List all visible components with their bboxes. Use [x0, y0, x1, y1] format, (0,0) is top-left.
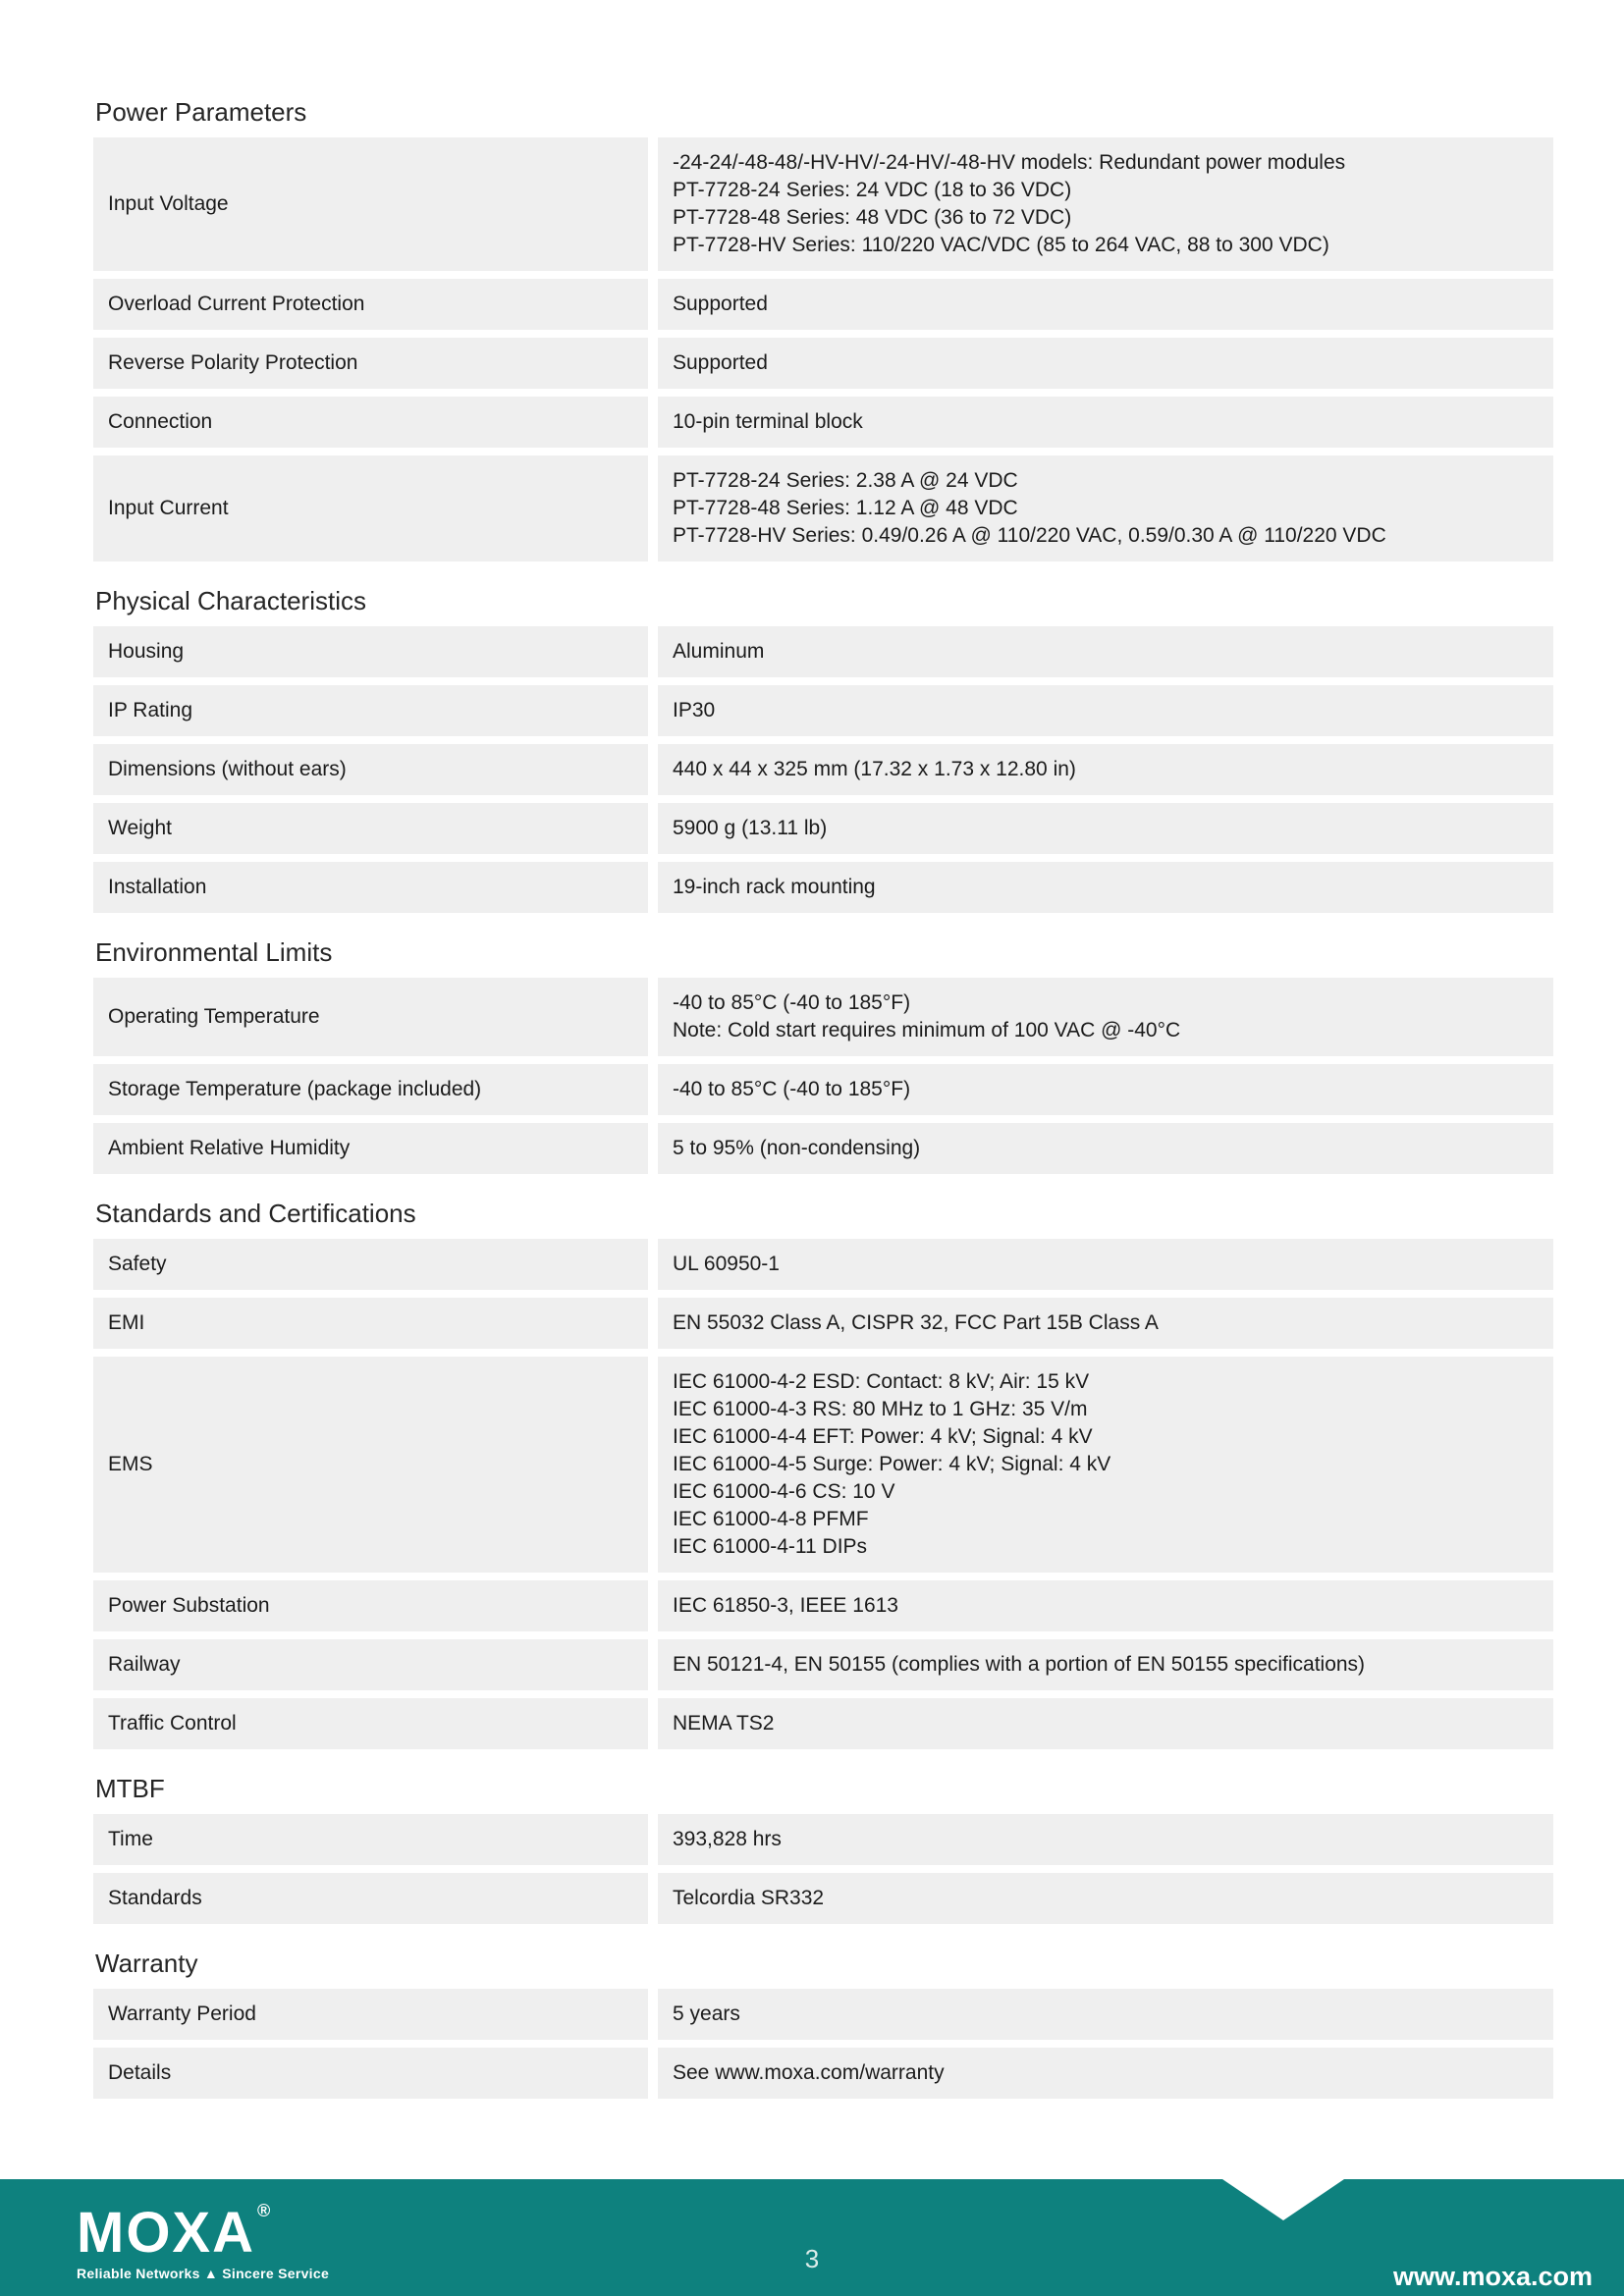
- spec-value-line: UL 60950-1: [673, 1253, 780, 1275]
- spec-value-line: IEC 61000-4-4 EFT: Power: 4 kV; Signal: 4 kV: [673, 1425, 1093, 1448]
- spec-value: [658, 744, 1553, 795]
- spec-section: [93, 1773, 1553, 1924]
- spec-value-line: EN 50121-4, EN 50155 (complies with a portion of EN 50155 specifications): [673, 1653, 1366, 1676]
- spec-row: [93, 1989, 1553, 2040]
- spec-row: [93, 1239, 1553, 1290]
- spec-row: [93, 2048, 1553, 2099]
- spec-row: [93, 338, 1553, 389]
- footer-band: [0, 2179, 1624, 2296]
- spec-value: [658, 397, 1553, 448]
- spec-label: Time: [93, 1814, 648, 1865]
- spec-value: [658, 1580, 1553, 1631]
- spec-value-line: IEC 61000-4-3 RS: 80 MHz to 1 GHz: 35 V/m: [673, 1398, 1088, 1420]
- section-title: Environmental Limits: [95, 937, 333, 967]
- spec-value: [658, 137, 1553, 271]
- spec-value: [658, 626, 1553, 677]
- spec-value-line: IEC 61000-4-8 PFMF: [673, 1508, 869, 1530]
- spec-value-line: IEC 61000-4-6 CS: 10 V: [673, 1480, 895, 1503]
- spec-label: Warranty Period: [93, 1989, 648, 2040]
- section-title: Standards and Certifications: [95, 1199, 416, 1228]
- spec-label: Standards: [93, 1873, 648, 1924]
- spec-value: [658, 455, 1553, 561]
- spec-label: EMI: [93, 1298, 648, 1349]
- spec-label: Reverse Polarity Protection: [93, 338, 648, 389]
- spec-label: Safety: [93, 1239, 648, 1290]
- spec-label: Storage Temperature (package included): [93, 1064, 648, 1115]
- spec-row: [93, 803, 1553, 854]
- page-number: 3: [804, 2244, 820, 2273]
- spec-value-line: -24-24/-48-48/-HV-HV/-24-HV/-48-HV models: Redundant power modules: [673, 151, 1346, 174]
- spec-row: [93, 1580, 1553, 1631]
- spec-value: [658, 1814, 1553, 1865]
- spec-value: [658, 1639, 1553, 1690]
- spec-value-line: -40 to 85°C (-40 to 185°F): [673, 1078, 911, 1100]
- spec-row: [93, 1814, 1553, 1865]
- spec-section: [93, 1198, 1553, 1749]
- spec-value: [658, 1064, 1553, 1115]
- spec-row: [93, 279, 1553, 330]
- spec-value: [658, 1298, 1553, 1349]
- spec-value-line: IEC 61000-4-11 DIPs: [673, 1535, 868, 1558]
- spec-label: Weight: [93, 803, 648, 854]
- spec-row: [93, 1873, 1553, 1924]
- spec-value: [658, 862, 1553, 913]
- spec-value: [658, 1239, 1553, 1290]
- spec-label: Housing: [93, 626, 648, 677]
- spec-label: Dimensions (without ears): [93, 744, 648, 795]
- spec-label: EMS: [93, 1357, 648, 1573]
- spec-row: [93, 1123, 1553, 1174]
- spec-value: [658, 1357, 1553, 1573]
- ribbon-notch: [1222, 2179, 1344, 2220]
- spec-value-line: 19-inch rack mounting: [673, 876, 876, 898]
- spec-sections: [93, 96, 1553, 2099]
- spec-value-line: IEC 61000-4-2 ESD: Contact: 8 kV; Air: 15 kV: [673, 1370, 1090, 1393]
- moxa-tagline: Reliable Networks ▲ Sincere Service: [77, 2266, 330, 2281]
- spec-value-line: Supported: [673, 293, 768, 315]
- datasheet-page: [93, 73, 1553, 2107]
- spec-row: [93, 1698, 1553, 1749]
- spec-label: Operating Temperature: [93, 978, 648, 1056]
- spec-value: [658, 279, 1553, 330]
- spec-value-line: EN 55032 Class A, CISPR 32, FCC Part 15B Class A: [673, 1311, 1159, 1334]
- website-url: www.moxa.com: [1392, 2262, 1593, 2291]
- spec-label: Input Current: [93, 455, 648, 561]
- spec-value-line: NEMA TS2: [673, 1712, 775, 1735]
- spec-row: [93, 397, 1553, 448]
- spec-value-line: Supported: [673, 351, 768, 374]
- spec-value-line: Note: Cold start requires minimum of 100 VAC @ -40°C: [673, 1019, 1181, 1041]
- spec-value-line: PT-7728-48 Series: 1.12 A @ 48 VDC: [673, 497, 1018, 519]
- spec-row: [93, 862, 1553, 913]
- spec-row: [93, 626, 1553, 677]
- spec-label: Input Voltage: [93, 137, 648, 271]
- spec-value: [658, 338, 1553, 389]
- spec-value-line: PT-7728-HV Series: 0.49/0.26 A @ 110/220 VAC, 0.59/0.30 A @ 110/220 VDC: [673, 524, 1386, 547]
- spec-value: [658, 685, 1553, 736]
- section-title: Power Parameters: [95, 97, 307, 127]
- spec-value-line: Aluminum: [673, 640, 765, 663]
- spec-value-line: 5 years: [673, 2002, 740, 2025]
- spec-label: Railway: [93, 1639, 648, 1690]
- spec-section: [93, 936, 1553, 1174]
- spec-row: [93, 1639, 1553, 1690]
- spec-row: [93, 978, 1553, 1056]
- spec-value-line: See www.moxa.com/warranty: [673, 2061, 945, 2084]
- spec-value: [658, 1123, 1553, 1174]
- spec-value-line: PT-7728-24 Series: 24 VDC (18 to 36 VDC): [673, 179, 1072, 201]
- section-title: Physical Characteristics: [95, 586, 366, 615]
- spec-label: Ambient Relative Humidity: [93, 1123, 648, 1174]
- spec-row: [93, 1298, 1553, 1349]
- spec-label: Connection: [93, 397, 648, 448]
- spec-value: [658, 978, 1553, 1056]
- spec-value-line: PT-7728-48 Series: 48 VDC (36 to 72 VDC): [673, 206, 1072, 229]
- spec-value-line: -40 to 85°C (-40 to 185°F): [673, 991, 911, 1014]
- spec-label: Installation: [93, 862, 648, 913]
- spec-label: Details: [93, 2048, 648, 2099]
- spec-value: [658, 1989, 1553, 2040]
- spec-value-line: 440 x 44 x 325 mm (17.32 x 1.73 x 12.80 in): [673, 758, 1076, 780]
- spec-row: [93, 744, 1553, 795]
- spec-value-line: IP30: [673, 699, 716, 721]
- spec-value: [658, 1698, 1553, 1749]
- spec-section: [93, 96, 1553, 561]
- spec-value-line: 10-pin terminal block: [673, 410, 863, 433]
- spec-label: Power Substation: [93, 1580, 648, 1631]
- spec-label: IP Rating: [93, 685, 648, 736]
- spec-row: [93, 1064, 1553, 1115]
- spec-row: [93, 137, 1553, 271]
- spec-row: [93, 1357, 1553, 1573]
- section-title: MTBF: [95, 1774, 165, 1803]
- spec-section: [93, 1948, 1553, 2099]
- moxa-logo-text: MOXA: [77, 2201, 255, 2265]
- spec-value: [658, 2048, 1553, 2099]
- spec-value-line: 5 to 95% (non-condensing): [673, 1137, 921, 1159]
- spec-value-line: 393,828 hrs: [673, 1828, 782, 1850]
- spec-section: [93, 585, 1553, 913]
- spec-value-line: Telcordia SR332: [673, 1887, 825, 1909]
- spec-value-line: PT-7728-HV Series: 110/220 VAC/VDC (85 to 264 VAC, 88 to 300 VDC): [673, 234, 1329, 256]
- spec-value-line: IEC 61850-3, IEEE 1613: [673, 1594, 898, 1617]
- spec-value-line: PT-7728-24 Series: 2.38 A @ 24 VDC: [673, 469, 1018, 492]
- spec-value: [658, 803, 1553, 854]
- spec-label: Traffic Control: [93, 1698, 648, 1749]
- spec-value-line: IEC 61000-4-5 Surge: Power: 4 kV; Signal: 4 kV: [673, 1453, 1111, 1475]
- registered-mark: ®: [257, 2201, 271, 2220]
- section-title: Warranty: [95, 1949, 198, 1978]
- spec-label: Overload Current Protection: [93, 279, 648, 330]
- spec-value-line: 5900 g (13.11 lb): [673, 817, 828, 839]
- spec-row: [93, 685, 1553, 736]
- spec-row: [93, 455, 1553, 561]
- spec-value: [658, 1873, 1553, 1924]
